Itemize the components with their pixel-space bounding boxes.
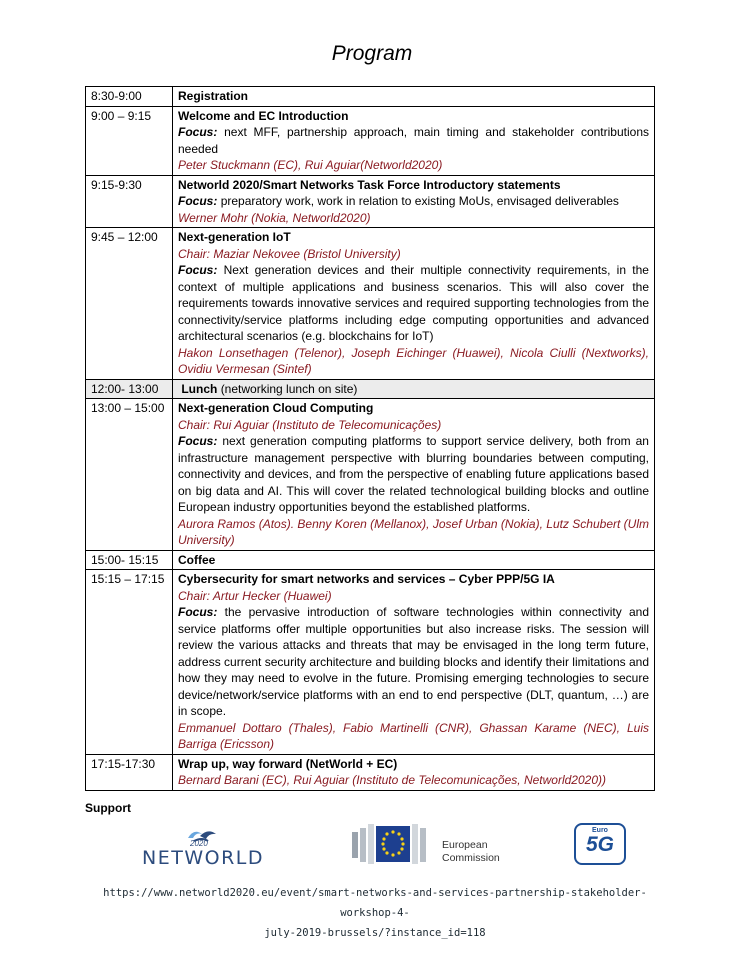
session-speakers: Aurora Ramos (Atos). Benny Koren (Mellanox), Josef Urban (Nokia), Lutz Schubert (Ulm University): [178, 516, 649, 547]
session-cell: [173, 87, 655, 107]
session-cell: [173, 399, 655, 551]
session-chair: Chair: Artur Hecker (Huawei): [178, 588, 332, 603]
program-table: [85, 86, 655, 791]
session-focus: [178, 125, 649, 156]
session-speakers: Bernard Barani (EC), Rui Aguiar (Instituto de Telecomunicações, Networld2020)): [178, 773, 606, 787]
table-row: [86, 106, 655, 175]
source-url[interactable]: [85, 883, 665, 943]
session-cell: [173, 754, 655, 790]
ec-building-icon: [352, 822, 434, 866]
focus-label: Focus:: [178, 194, 218, 208]
support-heading: Support: [85, 801, 131, 815]
session-title: Wrap up, way forward (NetWorld + EC): [178, 756, 398, 771]
session-focus: [178, 434, 649, 514]
european-commission-logo: [352, 822, 512, 866]
session-cell: [173, 106, 655, 175]
focus-label: Focus:: [178, 605, 218, 619]
session-time: 15:00- 15:15: [86, 550, 173, 570]
session-speakers: Peter Stuckmann (EC), Rui Aguiar(Networld2020): [178, 158, 443, 172]
focus-label: Focus:: [178, 434, 218, 448]
focus-text: the pervasive introduction of software technologies within connectivity and service platforms offer multiple opportunities but also increase risks. The session will review the various attacks and threats that may be envisaged in the long term future, address current security architecture and building blocks and identify their limitations and how they may need to evolve in the future. Promising emerging technologies to secure device/network/service platforms with an end to end perspective (DLT, quantum, …) are in scope.: [178, 605, 649, 718]
focus-label: Focus:: [178, 125, 218, 139]
table-row: [86, 379, 655, 399]
table-row: [86, 175, 655, 228]
url-line-1[interactable]: https://www.networld2020.eu/event/smart-networks-and-services-partnership-stakeholder-workshop-4-: [103, 887, 647, 919]
session-cell: [173, 550, 655, 570]
networld-year: 2020: [190, 839, 208, 848]
table-row: [86, 87, 655, 107]
session-cell: [173, 379, 655, 399]
ec-name-line2: Commission: [442, 852, 500, 864]
focus-text: preparatory work, work in relation to existing MoUs, envisaged deliverables: [220, 194, 619, 208]
session-time: 9:00 – 9:15: [86, 106, 173, 175]
session-title: Networld 2020/Smart Networks Task Force Introductory statements: [178, 177, 561, 192]
url-line-2[interactable]: july-2019-brussels/?instance_id=118: [264, 927, 486, 939]
session-time: 9:15-9:30: [86, 175, 173, 228]
session-cell: [173, 175, 655, 228]
session-title: Next-generation Cloud Computing: [178, 401, 374, 415]
session-time: 12:00- 13:00: [86, 379, 173, 399]
session-chair: Chair: Rui Aguiar (Instituto de Telecomunicações): [178, 417, 442, 432]
euro-5g-logo: [574, 823, 626, 865]
euro-5g-main: 5G: [585, 833, 614, 856]
networld-wordmark: NETWORLD: [142, 847, 264, 869]
session-speakers: Emmanuel Dottaro (Thales), Fabio Martinelli (CNR), Ghassan Karame (NEC), Luis Barriga (Ericsson): [178, 720, 649, 751]
session-cell: [173, 570, 655, 755]
session-focus: [178, 194, 619, 208]
table-row: [86, 228, 655, 380]
focus-label: Focus:: [178, 263, 218, 277]
session-title: Welcome and EC Introduction: [178, 108, 349, 123]
session-title: Registration: [178, 89, 249, 103]
session-title: Coffee: [178, 552, 216, 567]
session-time: 15:15 – 17:15: [86, 570, 173, 755]
table-row: [86, 399, 655, 551]
table-row: [86, 550, 655, 570]
page-title: Program: [331, 42, 413, 65]
focus-text: next generation computing platforms to support service delivery, both from an infrastructure management perspective with blurring boundaries between computing, connectivity and devices, and from the perspective of enabling future applications based on big data and AI. This will cover the related technological building blocks and outline European industry opportunities beyond the established platforms.: [178, 434, 649, 514]
focus-text: next MFF, partnership approach, main timing and stakeholder contributions needed: [178, 125, 649, 156]
session-time: 17:15-17:30: [86, 754, 173, 790]
session-time: 8:30-9:00: [86, 87, 173, 107]
session-focus: [178, 263, 649, 343]
session-speakers: Hakon Lonsethagen (Telenor), Joseph Eichinger (Huawei), Nicola Ciulli (Nextworks), Ovidiu Vermesan (Sintef): [178, 345, 649, 376]
session-speakers: Werner Mohr (Nokia, Networld2020): [178, 210, 371, 225]
session-cell: [173, 228, 655, 380]
session-time: 13:00 – 15:00: [86, 399, 173, 551]
networld-logo: [142, 826, 276, 870]
session-time: 9:45 – 12:00: [86, 228, 173, 380]
session-chair: Chair: Maziar Nekovee (Bristol University): [178, 246, 401, 261]
session-title: Next-generation IoT: [178, 230, 291, 244]
session-title: Cybersecurity for smart networks and services – Cyber PPP/5G IA: [178, 572, 555, 586]
session-focus: [178, 605, 649, 718]
euro-5g-top: Euro: [592, 827, 608, 834]
table-row: [86, 570, 655, 755]
table-row: [86, 754, 655, 790]
focus-text: Next generation devices and their multiple connectivity requirements, in the context of multiple applications and business scenarios. This will also cover the requirements towards innovative services and required supporting technologies from the connectivity/service platforms including edge computing opportunities and advanced architectural scenarios (e.g. blockchains for IoT): [178, 263, 649, 343]
session-note: (networking lunch on site): [220, 381, 358, 396]
session-title: Lunch: [181, 381, 218, 396]
ec-name-line1: European: [442, 839, 488, 851]
